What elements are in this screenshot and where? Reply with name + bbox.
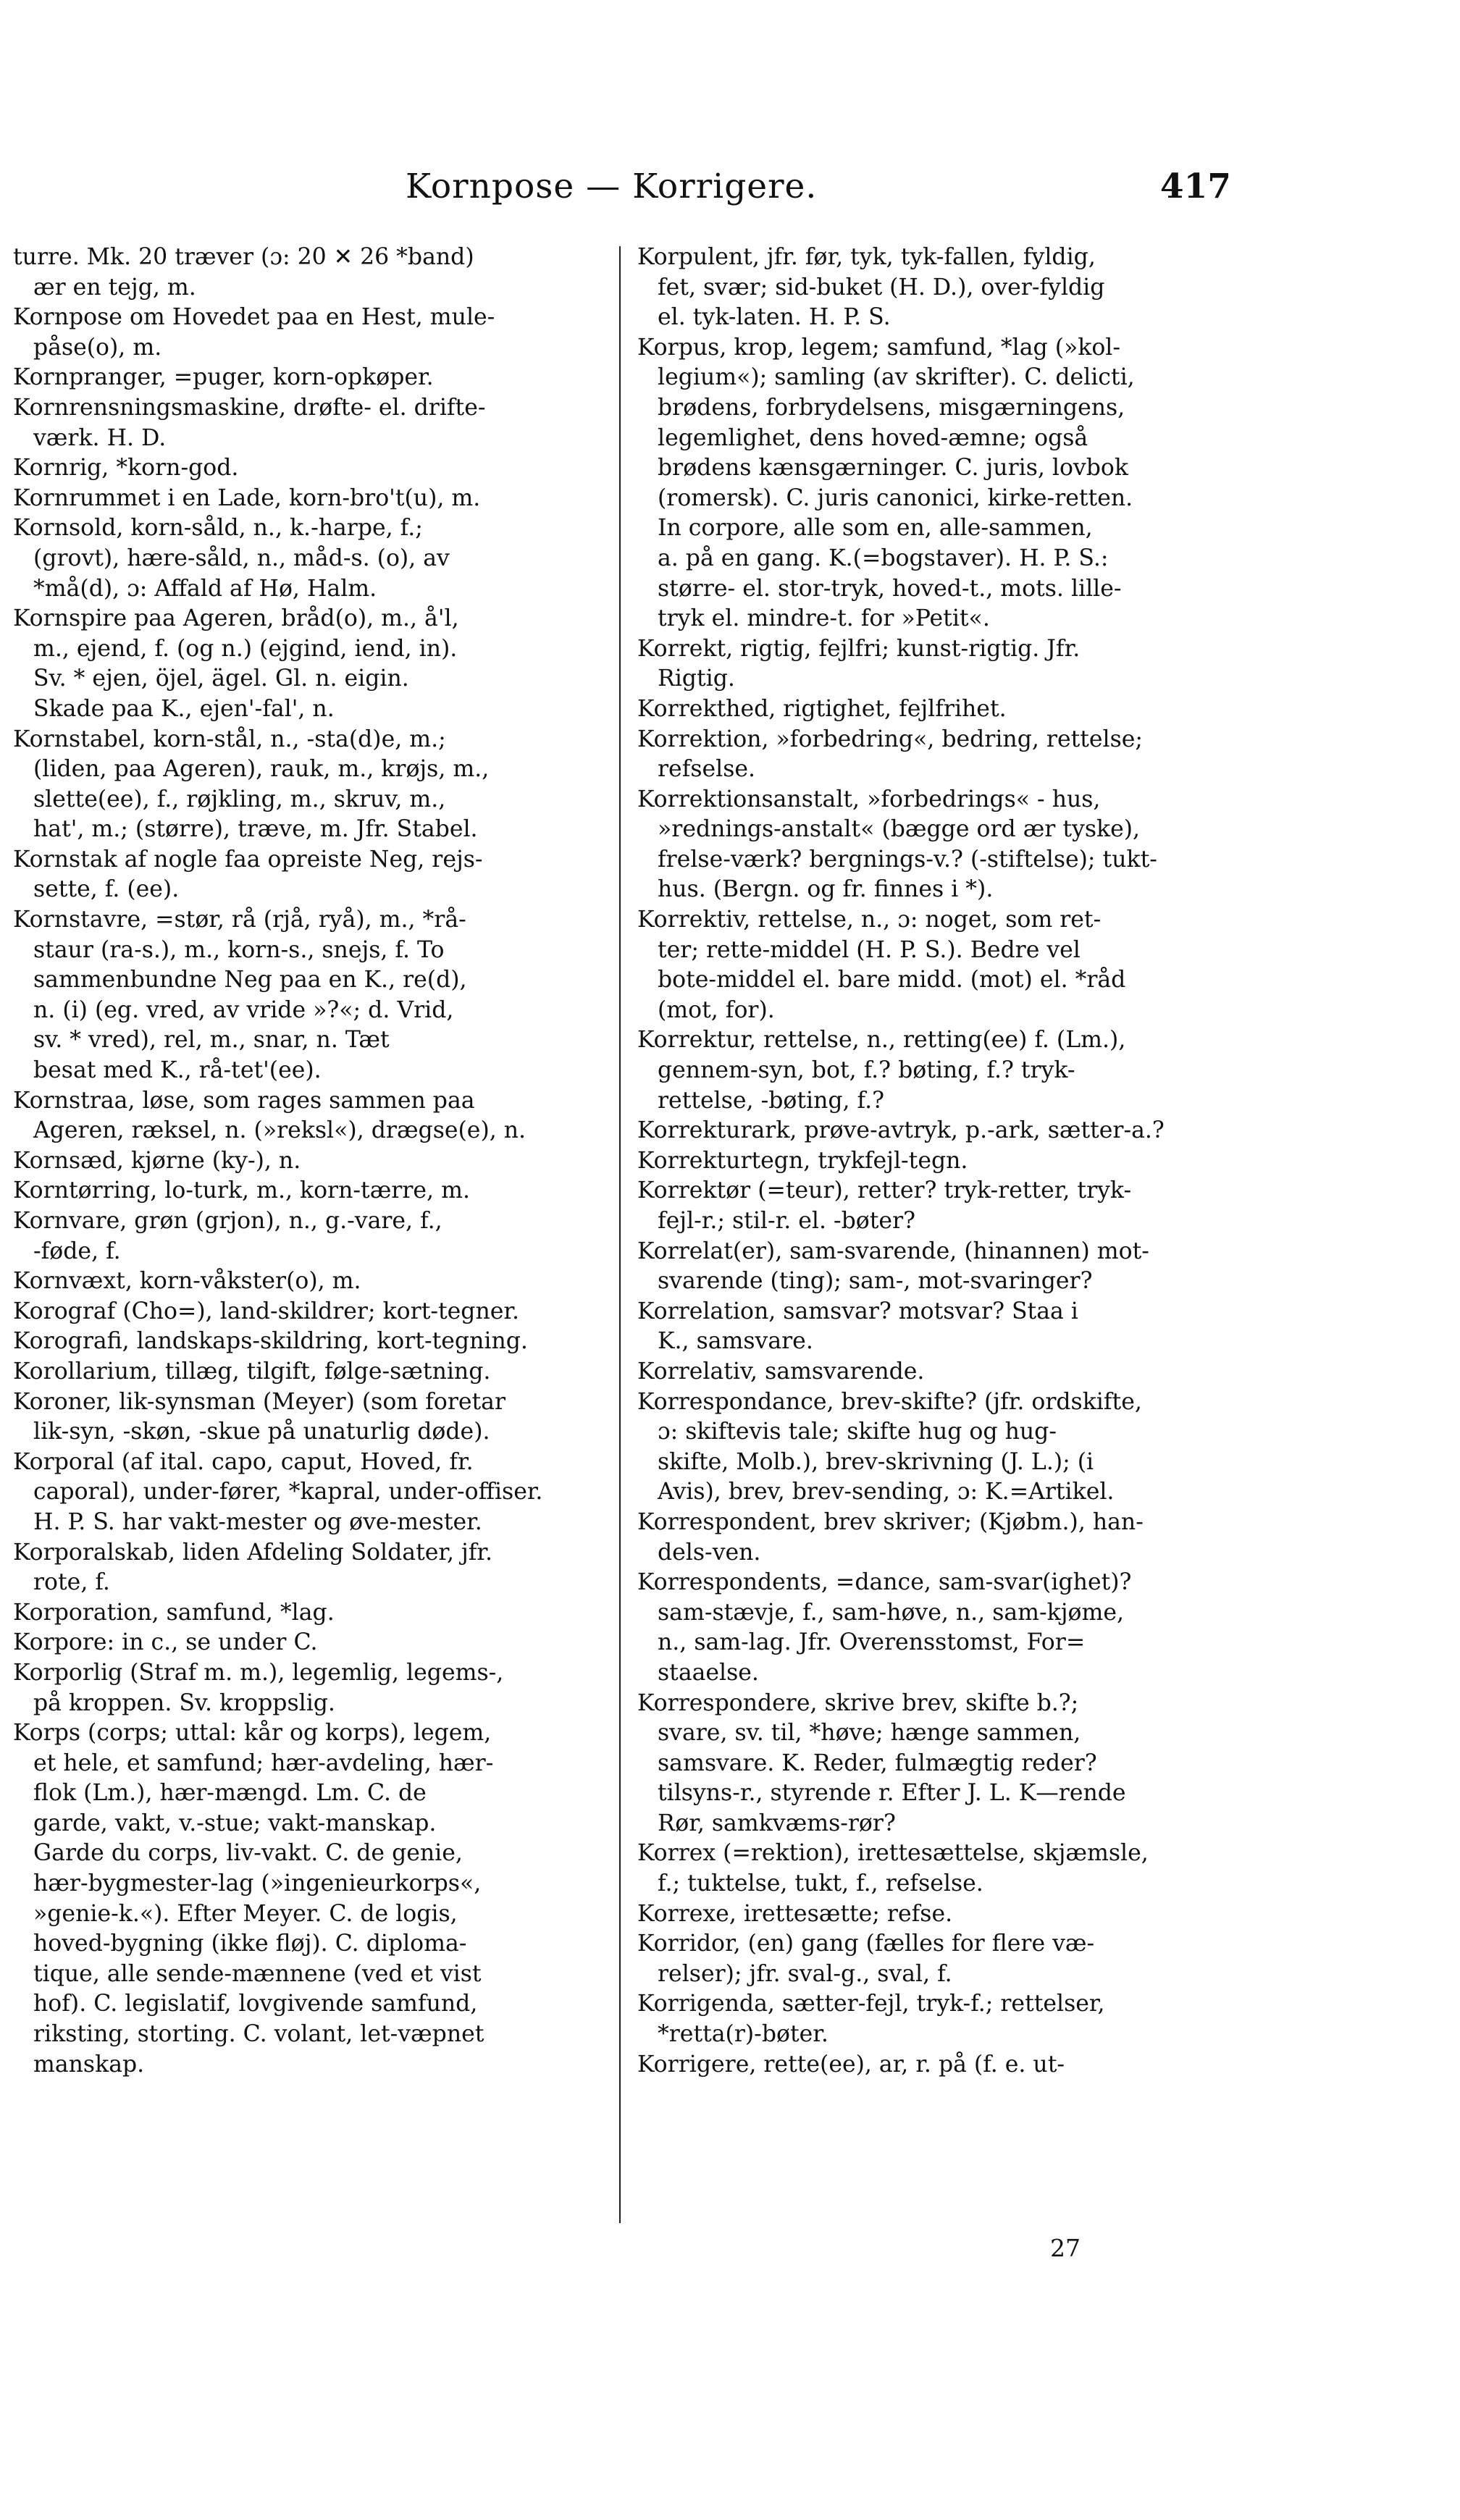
- text-line: Kornstak af nogle faa opreiste Neg, rejs-: [13, 846, 483, 873]
- text-line: et hele, et samfund; hær-avdeling, hær-: [33, 1750, 494, 1776]
- text-line: brødens, forbrydelsens, misgærningens,: [658, 394, 1125, 421]
- text-line: staur (ra-s.), m., korn-s., snejs, f. To: [33, 936, 445, 963]
- page-header: [406, 167, 1231, 210]
- text-line: Korpore: in c., se under C.: [13, 1629, 318, 1656]
- text-line: tilsyns-r., styrende r. Efter J. L. K—rende: [658, 1780, 1126, 1807]
- text-line: sammenbundne Neg paa en K., re(d),: [33, 967, 467, 994]
- text-line: Korrigere, rette(ee), ar, r. på (f. e. ut-: [637, 2051, 1065, 2078]
- text-line: Korrelation, samsvar? motsvar? Staa i: [637, 1298, 1078, 1324]
- text-line: lik-syn, -skøn, -skue på unaturlig døde).: [33, 1419, 490, 1445]
- text-line: Korrespondent, brev skriver; (Kjøbm.), han-: [637, 1508, 1144, 1535]
- text-line: riksting, storting. C. volant, let-væpnet: [33, 2021, 484, 2048]
- text-line: Garde du corps, liv-vakt. C. de genie,: [33, 1840, 463, 1867]
- text-line: fejl-r.; stil-r. el. -bøter?: [658, 1208, 916, 1234]
- text-line: Avis), brev, brev-sending, ɔ: K.=Artikel.: [658, 1479, 1115, 1505]
- text-line: staaelse.: [658, 1659, 759, 1686]
- text-line: Korporation, samfund, *lag.: [13, 1599, 335, 1626]
- text-line: tryk el. mindre-t. for »Petit«.: [658, 605, 990, 632]
- text-line: Korograf (Cho=), land-skildrer; kort-tegner.: [13, 1298, 520, 1324]
- text-line: Kornspire paa Ageren, bråd(o), m., å'l,: [13, 605, 459, 632]
- text-line: Korrekturark, prøve-avtryk, p.-ark, sætter-a.?: [637, 1117, 1165, 1144]
- text-line: Korrespondents, =dance, sam-svar(ighet)?: [637, 1569, 1132, 1596]
- text-line: hoved-bygning (ikke fløj). C. diploma-: [33, 1931, 467, 1957]
- text-line: brødens kænsgærninger. C. juris, lovbok: [658, 455, 1128, 482]
- text-line: Kornrig, *korn-god.: [13, 455, 239, 482]
- text-line: Korrektionsanstalt, »forbedrings« - hus,: [637, 786, 1101, 812]
- text-line: Kornvæxt, korn-våkster(o), m.: [13, 1268, 361, 1295]
- text-line: Korrektion, »forbedring«, bedring, rettelse;: [637, 726, 1144, 752]
- text-line: Korrelat(er), sam-svarende, (hinannen) mot-: [637, 1238, 1149, 1264]
- text-line: svarende (ting); sam-, mot-svaringer?: [658, 1268, 1093, 1295]
- text-line: påse(o), m.: [33, 334, 162, 361]
- text-line: hus. (Bergn. og fr. finnes i *).: [658, 876, 994, 903]
- text-line: Korrelativ, samsvarende.: [637, 1358, 925, 1385]
- text-line: tique, alle sende-mænnene (ved et vist: [33, 1960, 482, 1987]
- text-line: Korporlig (Straf m. m.), legemlig, legems-,: [13, 1659, 504, 1686]
- text-line: Korps (corps; uttal: kår og korps), legem,: [13, 1720, 492, 1747]
- text-line: (romersk). C. juris canonici, kirke-retten.: [658, 484, 1133, 511]
- text-line: Korografi, landskaps-skildring, kort-tegning.: [13, 1328, 528, 1355]
- text-line: ɔ: skiftevis tale; skifte hug og hug-: [658, 1419, 1057, 1445]
- text-line: (mot, for).: [658, 996, 775, 1023]
- text-line: rote, f.: [33, 1569, 110, 1596]
- text-line: sv. * vred), rel, m., snar, n. Tæt: [33, 1027, 390, 1054]
- text-line: Korpulent, jfr. før, tyk, tyk-fallen, fyldig,: [637, 244, 1096, 270]
- text-line: hær-bygmester-lag (»ingenieurkorps«,: [33, 1870, 482, 1897]
- text-line: f.; tuktelse, tukt, f., refselse.: [658, 1870, 983, 1897]
- text-line: Korrigenda, sætter-fejl, tryk-f.; rettelser,: [637, 1991, 1105, 2017]
- text-line: legium«); samling (av skrifter). C. delicti,: [658, 364, 1135, 391]
- text-line: Korrespondere, skrive brev, skifte b.?;: [637, 1689, 1079, 1716]
- text-line: Kornstavre, =stør, rå (rjå, ryå), m., *rå-: [13, 907, 466, 933]
- text-line: turre. Mk. 20 træver (ɔ: 20 ✕ 26 *band): [13, 244, 474, 270]
- text-line: dels-ven.: [658, 1539, 761, 1566]
- column-divider: [619, 246, 621, 2223]
- text-line: K., samsvare.: [658, 1328, 813, 1355]
- text-line: Korrektør (=teur), retter? tryk-retter, tryk-: [637, 1177, 1132, 1204]
- text-line: Kornrummet i en Lade, korn-bro't(u), m.: [13, 484, 481, 511]
- text-line: Korollarium, tillæg, tilgift, følge-sætning.: [13, 1358, 491, 1385]
- text-line: (liden, paa Ageren), rauk, m., krøjs, m.,: [33, 756, 490, 783]
- signature-mark: 27: [1050, 2234, 1081, 2262]
- text-line: Korrex (=rektion), irettesættelse, skjæmsle,: [637, 1840, 1149, 1867]
- text-line: bote-middel el. bare midd. (mot) el. *råd: [658, 967, 1126, 994]
- text-line: (grovt), hære-såld, n., måd-s. (o), av: [33, 545, 450, 571]
- text-line: relser); jfr. sval-g., sval, f.: [658, 1960, 952, 1987]
- text-line: Korpus, krop, legem; samfund, *lag (»kol-: [637, 334, 1121, 361]
- text-line: n., sam-lag. Jfr. Overensstomst, For=: [658, 1629, 1086, 1656]
- text-line: Korrektiv, rettelse, n., ɔ: noget, som ret-: [637, 907, 1102, 933]
- text-line: el. tyk-laten. H. P. S.: [658, 304, 891, 331]
- text-line: sette, f. (ee).: [33, 876, 180, 903]
- text-line: sam-stævje, f., sam-høve, n., sam-kjøme,: [658, 1599, 1124, 1626]
- text-line: ter; rette-middel (H. P. S.). Bedre vel: [658, 936, 1081, 963]
- text-line: flok (Lm.), hær-mængd. Lm. C. de: [33, 1780, 427, 1807]
- text-line: Kornpose om Hovedet paa en Hest, mule-: [13, 304, 495, 331]
- text-line: Rigtig.: [658, 665, 735, 692]
- text-line: på kroppen. Sv. kroppslig.: [33, 1689, 335, 1716]
- text-line: legemlighet, dens hoved-æmne; også: [658, 424, 1088, 451]
- text-line: garde, vakt, v.-stue; vakt-manskap.: [33, 1810, 437, 1836]
- text-line: n. (i) (eg. vred, av vride »?«; d. Vrid,: [33, 996, 454, 1023]
- text-line: caporal), under-fører, *kapral, under-offiser.: [33, 1479, 543, 1505]
- text-line: større- el. stor-tryk, hoved-t., mots. lille-: [658, 575, 1122, 602]
- left-column: [13, 243, 607, 2080]
- text-line: »rednings-anstalt« (bægge ord ær tyske),: [658, 816, 1141, 843]
- text-line: Kornsæd, kjørne (ky-), n.: [13, 1147, 301, 1174]
- text-line: Ageren, ræksel, n. (»reksl«), drægse(e), n.: [33, 1117, 526, 1144]
- text-line: H. P. S. har vakt-mester og øve-mester.: [33, 1508, 482, 1535]
- text-line: hat', m.; (større), træve, m. Jfr. Stabel.: [33, 816, 478, 843]
- text-line: m., ejend, f. (og n.) (ejgind, iend, in).: [33, 635, 458, 662]
- text-line: ær en tejg, m.: [33, 274, 196, 301]
- text-line: refselse.: [658, 756, 756, 783]
- text-line: Kornrensningsmaskine, drøfte- el. drifte-: [13, 394, 486, 421]
- text-line: -føde, f.: [33, 1238, 121, 1264]
- text-line: gennem-syn, bot, f.? bøting, f.? tryk-: [658, 1057, 1075, 1084]
- text-line: samsvare. K. Reder, fulmægtig reder?: [658, 1750, 1097, 1776]
- text-line: Korrekt, rigtig, fejlfri; kunst-rigtig. Jfr.: [637, 635, 1081, 662]
- text-line: svare, sv. til, *høve; hænge sammen,: [658, 1720, 1081, 1747]
- text-line: Kornstraa, løse, som rages sammen paa: [13, 1087, 475, 1114]
- right-column: [637, 243, 1238, 2080]
- text-line: frelse-værk? bergnings-v.? (-stiftelse); tukt-: [658, 846, 1157, 873]
- text-line: Korrespondance, brev-skifte? (jfr. ordskifte,: [637, 1388, 1142, 1415]
- page-title: Kornpose — Korrigere.: [406, 167, 818, 206]
- text-line: Skade paa K., ejen'-fal', n.: [33, 695, 335, 722]
- text-line: a. på en gang. K.(=bogstaver). H. P. S.:: [658, 545, 1109, 571]
- text-line: Kornsold, korn-såld, n., k.-harpe, f.;: [13, 515, 423, 542]
- text-line: Sv. * ejen, öjel, ägel. Gl. n. eigin.: [33, 665, 409, 692]
- text-line: Korrekthed, rigtighet, fejlfrihet.: [637, 695, 1007, 722]
- text-line: *retta(r)-bøter.: [658, 2021, 828, 2048]
- text-line: Kornpranger, =puger, korn-opkøper.: [13, 364, 434, 391]
- text-line: værk. H. D.: [33, 424, 167, 451]
- text-line: Kornvare, grøn (grjon), n., g.-vare, f.,: [13, 1208, 442, 1234]
- text-line: Korridor, (en) gang (fælles for flere væ-: [637, 1931, 1095, 1957]
- text-line: Kornstabel, korn-stål, n., -sta(d)e, m.;: [13, 726, 446, 752]
- text-line: *må(d), ɔ: Affald af Hø, Halm.: [33, 575, 377, 602]
- text-line: Korporal (af ital. capo, caput, Hoved, fr.: [13, 1448, 474, 1475]
- text-line: Korrekturtegn, trykfejl-tegn.: [637, 1147, 968, 1174]
- text-line: fet, svær; sid-buket (H. D.), over-fyldig: [658, 274, 1105, 301]
- text-line: besat med K., rå-tet'(ee).: [33, 1057, 322, 1084]
- text-line: Korporalskab, liden Afdeling Soldater, jfr.: [13, 1539, 493, 1566]
- text-line: »genie-k.«). Efter Meyer. C. de logis,: [33, 1900, 458, 1927]
- text-line: slette(ee), f., røjkling, m., skruv, m.,: [33, 786, 446, 812]
- text-line: In corpore, alle som en, alle-sammen,: [658, 515, 1093, 542]
- text-line: skifte, Molb.), brev-skrivning (J. L.); (i: [658, 1448, 1094, 1475]
- text-line: manskap.: [33, 2051, 145, 2078]
- text-line: rettelse, -bøting, f.?: [658, 1087, 884, 1114]
- text-line: Rør, samkvæms-rør?: [658, 1810, 896, 1836]
- text-line: hof). C. legislatif, lovgivende samfund,: [33, 1991, 478, 2017]
- text-line: Korntørring, lo-turk, m., korn-tærre, m.: [13, 1177, 470, 1204]
- text-line: Koroner, lik-synsman (Meyer) (som foretar: [13, 1388, 506, 1415]
- text-line: Korrektur, rettelse, n., retting(ee) f. (Lm.),: [637, 1027, 1126, 1054]
- text-line: Korrexe, irettesætte; refse.: [637, 1900, 953, 1927]
- page-number: 417: [1159, 167, 1231, 206]
